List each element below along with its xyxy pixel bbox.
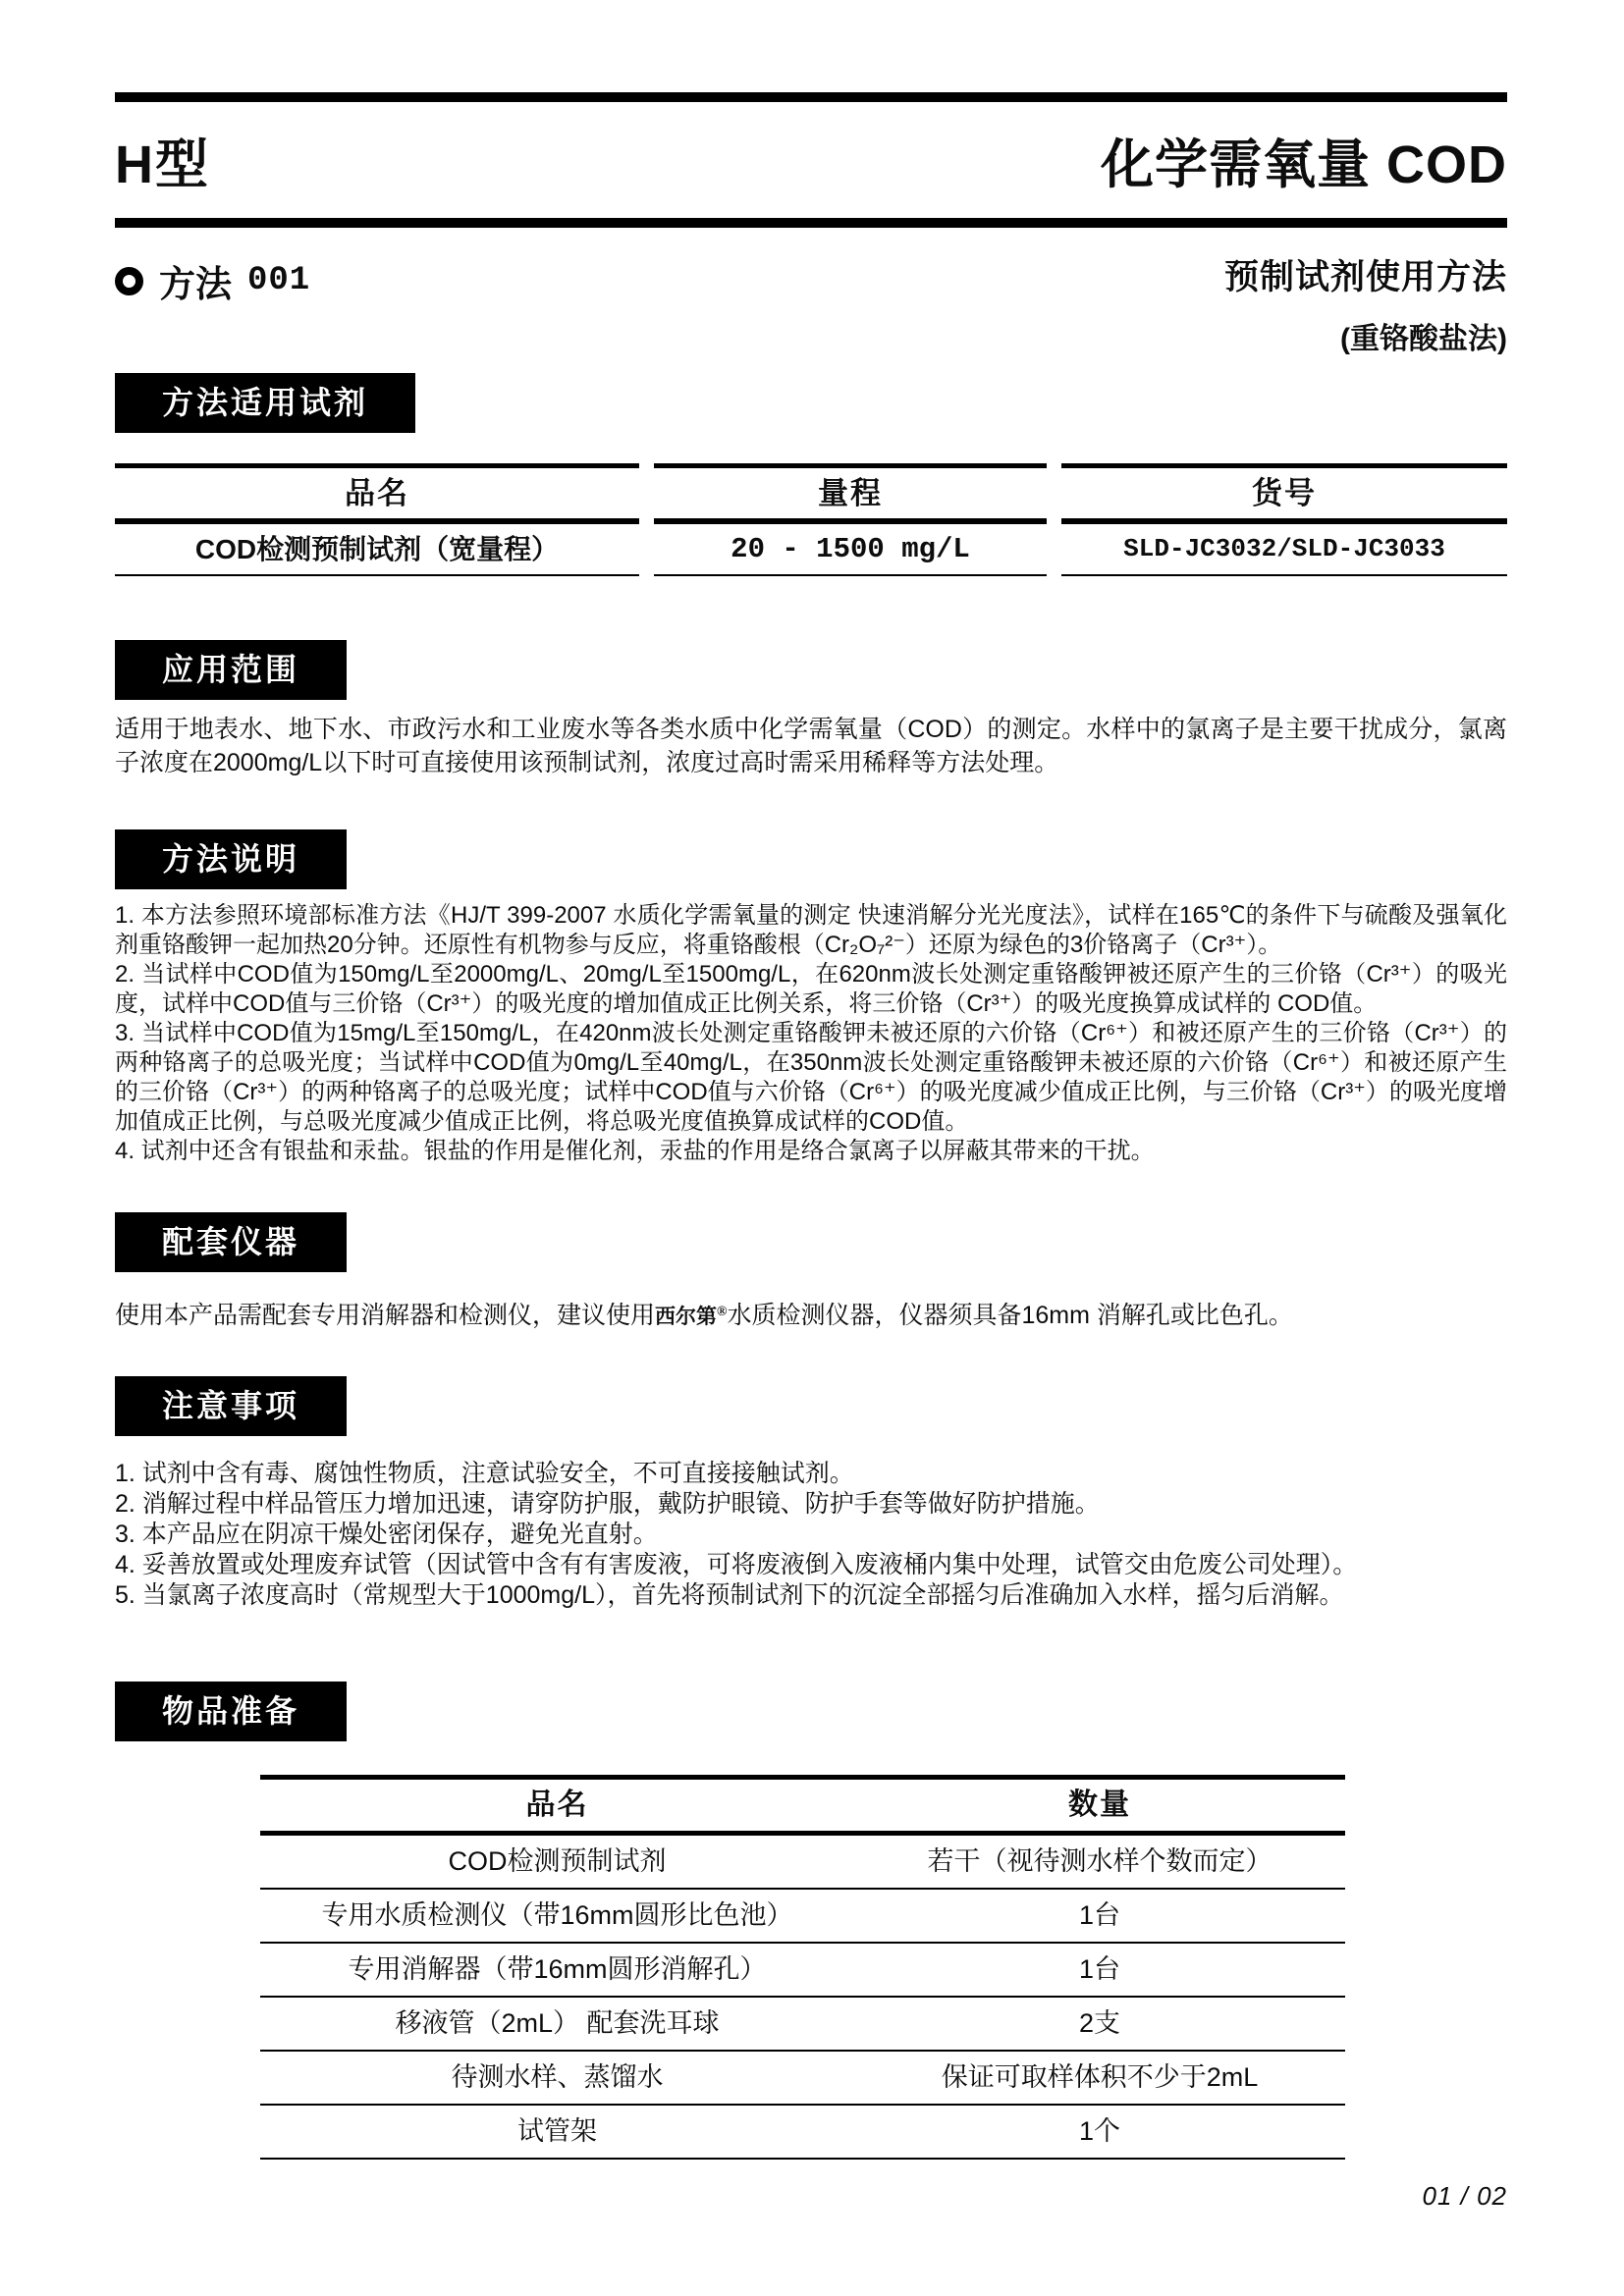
- table-cell: 待测水样、蒸馏水: [451, 2062, 664, 2092]
- method-id: [115, 250, 310, 307]
- table-cell: 专用消解器（带16mm圆形消解孔）: [348, 1954, 767, 1984]
- reagent-table: [115, 463, 1507, 576]
- registered-trademark-mark: ®: [717, 1305, 728, 1319]
- brand-name: [655, 1305, 727, 1328]
- precaution-item: 1. 试剂中含有毒、腐蚀性物质，注意试验安全，不可直接接触试剂。: [115, 1460, 854, 1487]
- column-header: 量程: [654, 468, 1047, 524]
- precautions-list: [115, 1459, 1507, 1611]
- ring-bullet-icon: [115, 267, 143, 295]
- page-number: 01 / 02: [1422, 2181, 1507, 2211]
- method-description-item: 2. 当试样中COD值为150mg/L至2000mg/L、20mg/L至1500mg/L，在620nm波长处测定重铬酸钾被还原产生的三价铬（Cr³⁺）的吸光度，试样中COD值与三价铬（Cr³⁺）的吸光度的增加值成正比例关系，将三价铬（Cr³⁺）的吸光度换算成试样的 COD值。: [115, 961, 1507, 1017]
- table-row: [260, 1836, 1345, 1890]
- page-title: 化学需氧量 COD: [1101, 134, 1507, 194]
- method-row: [115, 250, 1507, 357]
- reagent-table-col-range: [654, 463, 1047, 576]
- section-label-materials: 物品准备: [115, 1682, 347, 1741]
- table-cell: 1个: [1078, 2116, 1121, 2146]
- table-row: [260, 1890, 1345, 1944]
- table-cell: 1台: [1078, 1954, 1121, 1984]
- section-label-scope: 应用范围: [115, 640, 347, 700]
- method-subtitle-block: [1224, 250, 1507, 357]
- table-cell: 2支: [1078, 2008, 1121, 2038]
- section-label-precautions: 注意事项: [115, 1376, 347, 1436]
- document-subtitle: 预制试剂使用方法: [1223, 258, 1507, 296]
- table-row: [260, 1998, 1345, 2052]
- scope-paragraph: 适用于地表水、地下水、市政污水和工业废水等各类水质中化学需氧量（COD）的测定。水样中的氯离子是主要干扰成分，氯离子浓度在2000mg/L以下时可直接使用该预制试剂，浓度过高时需采用稀释等方法处理。: [115, 716, 1507, 776]
- reagent-table-col-sku: [1061, 463, 1507, 576]
- subtitle-note: (重铬酸盐法): [1340, 323, 1507, 355]
- section-label-instruments: 配套仪器: [115, 1212, 347, 1272]
- table-cell: 若干（视待测水样个数而定）: [927, 1846, 1272, 1876]
- method-description-item: 3. 当试样中COD值为15mg/L至150mg/L，在420nm波长处测定重铬酸钾未被还原的六价铬（Cr⁶⁺）和被还原产生的三价铬（Cr³⁺）的两种铬离子的总吸光度；当试样中COD值为0mg/L至40mg/L，在350nm波长处测定重铬酸钾未被还原的六价铬（Cr⁶⁺）和被还原产生的三价铬（Cr³⁺）的两种铬离子的总吸光度；试样中COD值与六价铬（Cr⁶⁺）的吸光度减少值成正比例，与三价铬（Cr³⁺）的吸光度增加值成正比例，与总吸光度减少值成正比例，将总吸光度值换算成试样的COD值。: [115, 1020, 1507, 1135]
- table-cell: 保证可取样体积不少于2mL: [941, 2062, 1259, 2092]
- table-row: [260, 2106, 1345, 2160]
- table-cell: COD检测预制试剂: [448, 1846, 667, 1876]
- precaution-item: 5. 当氯离子浓度高时（常规型大于1000mg/L），首先将预制试剂下的沉淀全部摇匀后准确加入水样，摇匀后消解。: [115, 1581, 1344, 1609]
- method-description-item: 4. 试剂中还含有银盐和汞盐。银盐的作用是催化剂，汞盐的作用是络合氯离子以屏蔽其带来的干扰。: [115, 1138, 1155, 1164]
- header-divider-rule: [115, 218, 1507, 228]
- table-row: [260, 2052, 1345, 2106]
- table-cell: 试管架: [517, 2116, 597, 2146]
- section-label-method-description: 方法说明: [115, 829, 347, 889]
- model-name: H型: [115, 134, 210, 194]
- table-cell: SLD-JC3032/SLD-JC3033: [1061, 524, 1507, 576]
- table-cell: 移液管（2mL） 配套洗耳球: [395, 2008, 720, 2038]
- method-description-list: [115, 901, 1507, 1166]
- top-rule: [115, 92, 1507, 102]
- document-header: [115, 102, 1507, 218]
- materials-table-header: [260, 1780, 1345, 1836]
- instruments-text-after: 水质检测仪器，仪器须具备16mm 消解孔或比色孔。: [727, 1302, 1293, 1329]
- method-number: 001: [247, 262, 311, 299]
- table-cell: 1台: [1078, 1900, 1121, 1930]
- precaution-item: 3. 本产品应在阴凉干燥处密闭保存，避免光直射。: [115, 1521, 658, 1548]
- table-cell: 专用水质检测仪（带16mm圆形比色池）: [321, 1900, 793, 1930]
- reagent-table-col-name: [115, 463, 639, 576]
- column-header: 数量: [1068, 1789, 1131, 1821]
- method-description-item: 1. 本方法参照环境部标准方法《HJ/T 399-2007 水质化学需氧量的测定 快速消解分光光度法》，试样在165℃的条件下与硫酸及强氧化剂重铬酸钾一起加热20分钟。还原性有机物参与反应，将重铬酸根（Cr₂O₇²⁻）还原为绿色的3价铬离子（Cr³⁺）。: [115, 902, 1507, 958]
- materials-table: [260, 1775, 1345, 2160]
- column-header: 品名: [525, 1789, 589, 1821]
- instruments-paragraph: [115, 1296, 1507, 1333]
- instruments-text-before: 使用本产品需配套专用消解器和检测仪，建议使用: [115, 1302, 656, 1329]
- brand-name-text: 西尔第: [655, 1305, 718, 1328]
- precaution-item: 4. 妥善放置或处理废弃试管（因试管中含有有害废液，可将废液倒入废液桶内集中处理，试管交由危废公司处理）。: [115, 1551, 1358, 1578]
- table-cell: COD检测预制试剂（宽量程）: [115, 524, 639, 576]
- precaution-item: 2. 消解过程中样品管压力增加迅速，请穿防护服，戴防护眼镜、防护手套等做好防护措施。: [115, 1490, 1100, 1518]
- column-header: 货号: [1061, 468, 1507, 524]
- table-row: [260, 1944, 1345, 1998]
- method-label: 方法: [159, 264, 232, 304]
- section-label-reagents: 方法适用试剂: [115, 373, 415, 433]
- table-cell: 20 - 1500 mg/L: [654, 524, 1047, 576]
- column-header: 品名: [115, 468, 639, 524]
